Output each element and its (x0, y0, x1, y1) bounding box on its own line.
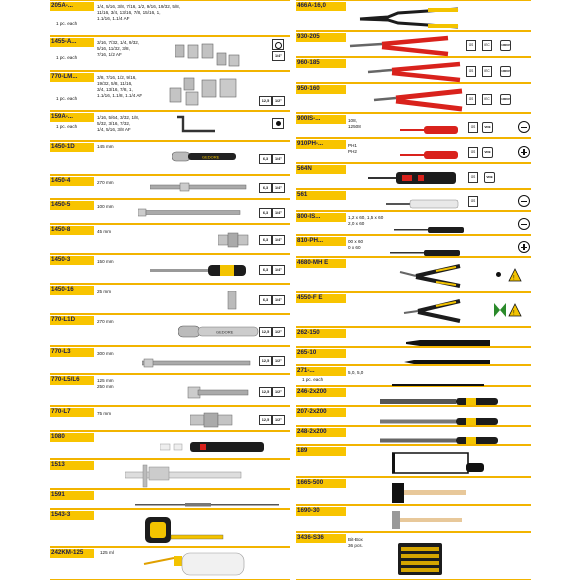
measuring-tape-image (145, 515, 229, 550)
drive-mm-badge: 6,3 (259, 183, 272, 193)
article-code: 159A-... (51, 113, 74, 120)
article-code: 770-LM... (51, 73, 78, 80)
size-list: 3/8, 7/16, 1/2, 9/16, 19/32, 5/8, 11/16, 3/4, 13/16, 7/8, 1, 1.1/16, 1.1/8, 1.1/4 AF (97, 75, 143, 98)
svg-text:GEDORE: GEDORE (202, 154, 220, 160)
gs-mark-icon: GS (468, 122, 478, 133)
esd-warning-icon (508, 303, 522, 317)
table-row (50, 175, 290, 199)
vde-1000v-icon: VDE (482, 122, 493, 133)
drive-size-badge: 1/4" (272, 51, 285, 61)
article-code: 770-L7 (51, 408, 71, 415)
drive-mm-badge: 12,5 (259, 356, 272, 366)
table-row (296, 365, 531, 386)
universal-joint-image (190, 412, 240, 433)
table-row (296, 386, 531, 406)
article-code: 800-IS... (297, 213, 321, 220)
table-row (50, 71, 290, 111)
size-list: 5,0, 5,0 (348, 370, 364, 375)
drive-mm-badge: 6,3 (259, 235, 272, 245)
adaptor-image (226, 291, 240, 316)
article-code: 900IS-... (297, 115, 321, 122)
volume-label: 125 ml (100, 550, 114, 555)
article-code: 3436-S36 (297, 534, 324, 541)
universal-joint-image (218, 231, 252, 254)
length-label: 25 mm (97, 289, 112, 294)
table-row (50, 406, 290, 431)
vde-1000v-icon: 1000V (500, 94, 511, 105)
table-row (50, 547, 290, 580)
vde-1000v-icon: VDE (484, 172, 495, 183)
table-row (296, 532, 531, 580)
table-row (296, 406, 531, 426)
gs-mark-icon: GS (468, 196, 478, 207)
drive-mm-badge: 6,3 (259, 265, 272, 275)
article-code: 1665-500 (297, 479, 324, 486)
insulation-icon: IEC (482, 40, 492, 51)
hex-socket-set-image (175, 41, 245, 72)
length-label: 145 mm (97, 144, 114, 149)
table-row (296, 445, 531, 477)
article-code: 262-150 (297, 329, 320, 336)
article-code: 205A-... (51, 2, 74, 9)
size-list: 1,2 x 60, 1,5 x 60 2,0 x 60 (348, 215, 384, 226)
hex-socket-icon (272, 39, 284, 50)
table-row (296, 505, 531, 532)
drive-size-badge: 1/4" (272, 235, 285, 245)
size-list: 00 x 60 0 x 60 (348, 239, 364, 250)
table-row (50, 111, 290, 141)
phillips-screwdriver-icon (518, 241, 530, 253)
article-code: 1690-30 (297, 507, 320, 514)
socket-icon (175, 41, 245, 67)
article-code: 271-... (297, 367, 315, 374)
article-code: 248-2x200 (297, 428, 327, 435)
drive-size-badge: 1/4" (272, 208, 285, 218)
table-row (50, 0, 290, 36)
article-code: 1450-4 (51, 177, 71, 184)
cable-stripper-image (160, 438, 270, 461)
table-row (50, 489, 290, 509)
table-row (296, 235, 531, 257)
socket-set-image (168, 76, 258, 113)
article-code: 810-PH... (297, 237, 324, 244)
drive-size-badge: 1/4" (272, 154, 285, 164)
article-code: 1450-1D (51, 143, 75, 150)
article-code: 1543-3 (51, 511, 71, 518)
length-label: 270 mm (97, 180, 114, 185)
esd-side-cutter-image (400, 297, 466, 330)
table-row (50, 459, 290, 489)
quantity-note: 1 pc. each (56, 21, 78, 26)
size-list: PH1 PH2 (348, 143, 357, 154)
svg-text:GEDORE: GEDORE (216, 329, 234, 335)
table-row (296, 31, 531, 57)
table-row (50, 36, 290, 71)
table-row (296, 163, 531, 189)
quantity-note: 1 pc. each (56, 96, 78, 101)
length-label: 45 mm (97, 229, 112, 234)
table-row (50, 284, 290, 314)
ratchet-image (172, 147, 242, 172)
quantity-note: 1 pc. each (56, 55, 78, 60)
table-row (296, 138, 531, 163)
article-code: 265-10 (297, 349, 317, 356)
article-code: 960-185 (297, 59, 320, 66)
article-code: 189 (297, 447, 308, 454)
table-row (296, 292, 531, 327)
insulation-icon: IEC (482, 94, 492, 105)
article-code: 4550-F E (297, 294, 323, 301)
drive-size-badge: 1/4" (272, 265, 285, 275)
length-label: 100 mm (97, 204, 114, 209)
drive-size-badge: 1/2" (272, 387, 285, 397)
article-code: 1450-16 (51, 286, 74, 293)
table-row (50, 254, 290, 284)
article-code: 770-L5/L6 (51, 376, 80, 383)
article-code: 930-205 (297, 33, 320, 40)
drive-mm-badge: 6,3 (259, 208, 272, 218)
article-code: 466A-16,0 (297, 2, 326, 9)
drive-mm-badge: 12,5 (259, 327, 272, 337)
table-row (50, 374, 290, 406)
table-row (296, 327, 531, 347)
esd-pliers-image (396, 262, 466, 295)
article-code: 1450-8 (51, 226, 71, 233)
length-label: 300 mm (97, 351, 114, 356)
table-row (50, 224, 290, 254)
article-code: 1455-A... (51, 38, 77, 45)
set-content: Bit-Box 36 pcs. (348, 537, 363, 548)
quantity-note: 1 pc. each (302, 377, 324, 382)
oil-can-image (140, 550, 250, 583)
hex-key-image (175, 115, 220, 144)
gs-mark-icon: GS (468, 147, 478, 158)
article-code: 1450-3 (51, 256, 71, 263)
table-row (50, 346, 290, 374)
size-list: 1/16, 5/64, 3/32, 1/8, 5/32, 3/16, 7/32, 1/4, 5/16, 3/8 AF (97, 115, 140, 132)
drive-mm-badge: 12,5 (259, 96, 272, 106)
article-code: 770-L1D (51, 316, 76, 323)
gs-mark-icon: GS (466, 40, 476, 51)
drive-size-badge: 1/4" (272, 295, 285, 305)
slotted-screwdriver-icon (518, 121, 530, 133)
spinner-handle-image (150, 263, 250, 284)
insulation-icon: IEC (482, 66, 492, 77)
table-row (50, 199, 290, 224)
table-row (50, 141, 290, 175)
svg-text:!: ! (513, 275, 515, 282)
ratchet-image (178, 321, 262, 348)
size-list: 108, 12508 (348, 118, 361, 129)
table-row (296, 347, 531, 365)
article-code: 1080 (51, 433, 65, 440)
table-row (296, 83, 531, 113)
quantity-note: 1 pc. each (56, 124, 78, 129)
ball-end-icon (272, 118, 284, 129)
size-list: 1/4, 5/16, 3/8, 7/16, 1/2, 9/16, 19/32, 5/8, 11/16, 3/4, 13/16, 7/8, 15/16, 1, 1.1/16, 1.1/4 AF (97, 4, 181, 21)
svg-text:!: ! (513, 310, 515, 317)
vde-1000v-icon: 1000V (500, 66, 511, 77)
table-row (296, 189, 531, 211)
drive-mm-badge: 12,5 (259, 387, 272, 397)
vde-1000v-icon: VDE (482, 147, 493, 158)
bit-box-image (398, 543, 444, 582)
table-row (296, 113, 531, 138)
size-list: 3/16, 7/32, 1/4, 9/32, 5/16, 11/32, 3/8, 7/16, 1/2 AF (97, 40, 140, 57)
table-row (296, 211, 531, 235)
table-row (296, 426, 531, 445)
extension-bar-image (142, 385, 254, 406)
slotted-screwdriver-icon (518, 218, 530, 230)
length-label: 270 mm (97, 319, 114, 324)
drive-mm-badge: 6,3 (259, 295, 272, 305)
drive-size-badge: 1/2" (272, 356, 285, 366)
slotted-screwdriver-icon (518, 195, 530, 207)
article-code: 207-2x200 (297, 408, 327, 415)
socket-icon (168, 76, 258, 108)
article-code: 246-2x200 (297, 388, 327, 395)
phillips-screwdriver-icon (518, 146, 530, 158)
vde-1000v-icon: 1000V (500, 40, 511, 51)
length-label: 125 mm 250 mm (97, 378, 114, 389)
drive-mm-badge: 12,5 (259, 415, 272, 425)
table-row (50, 431, 290, 459)
sliding-tbar-image (150, 181, 250, 200)
length-label: 75 mm (97, 411, 112, 416)
gs-mark-icon: GS (466, 66, 476, 77)
table-row (50, 509, 290, 547)
article-code: 1513 (51, 461, 65, 468)
drive-mm-badge: 6,3 (259, 154, 272, 164)
article-code: 1450-5 (51, 201, 71, 208)
table-row (296, 0, 531, 31)
table-row (296, 477, 531, 505)
sliding-tbar-image (142, 356, 254, 374)
article-code: 950-160 (297, 85, 320, 92)
table-row (296, 257, 531, 292)
article-code: 1591 (51, 491, 65, 498)
ball-end-icon (493, 270, 503, 279)
article-code: 770-L3 (51, 348, 71, 355)
gs-mark-icon: GS (466, 94, 476, 105)
article-code: 242KM-125 (51, 549, 84, 556)
drive-size-badge: 1/2" (272, 327, 285, 337)
table-row (50, 314, 290, 346)
article-code: 561 (297, 191, 308, 198)
article-code: 910PH-... (297, 140, 324, 147)
cutting-edge-icon (494, 303, 506, 317)
article-code: 4680-MH E (297, 259, 329, 266)
table-row (296, 57, 531, 83)
crimping-pliers-image (358, 7, 468, 34)
gs-mark-icon: GS (468, 172, 478, 183)
drive-size-badge: 1/2" (272, 415, 285, 425)
esd-warning-icon (508, 268, 522, 282)
drive-size-badge: 1/4" (272, 183, 285, 193)
length-label: 150 mm (97, 259, 114, 264)
article-code: 564N (297, 165, 312, 172)
extension-bar-image (138, 206, 248, 225)
drive-size-badge: 1/2" (272, 96, 285, 106)
